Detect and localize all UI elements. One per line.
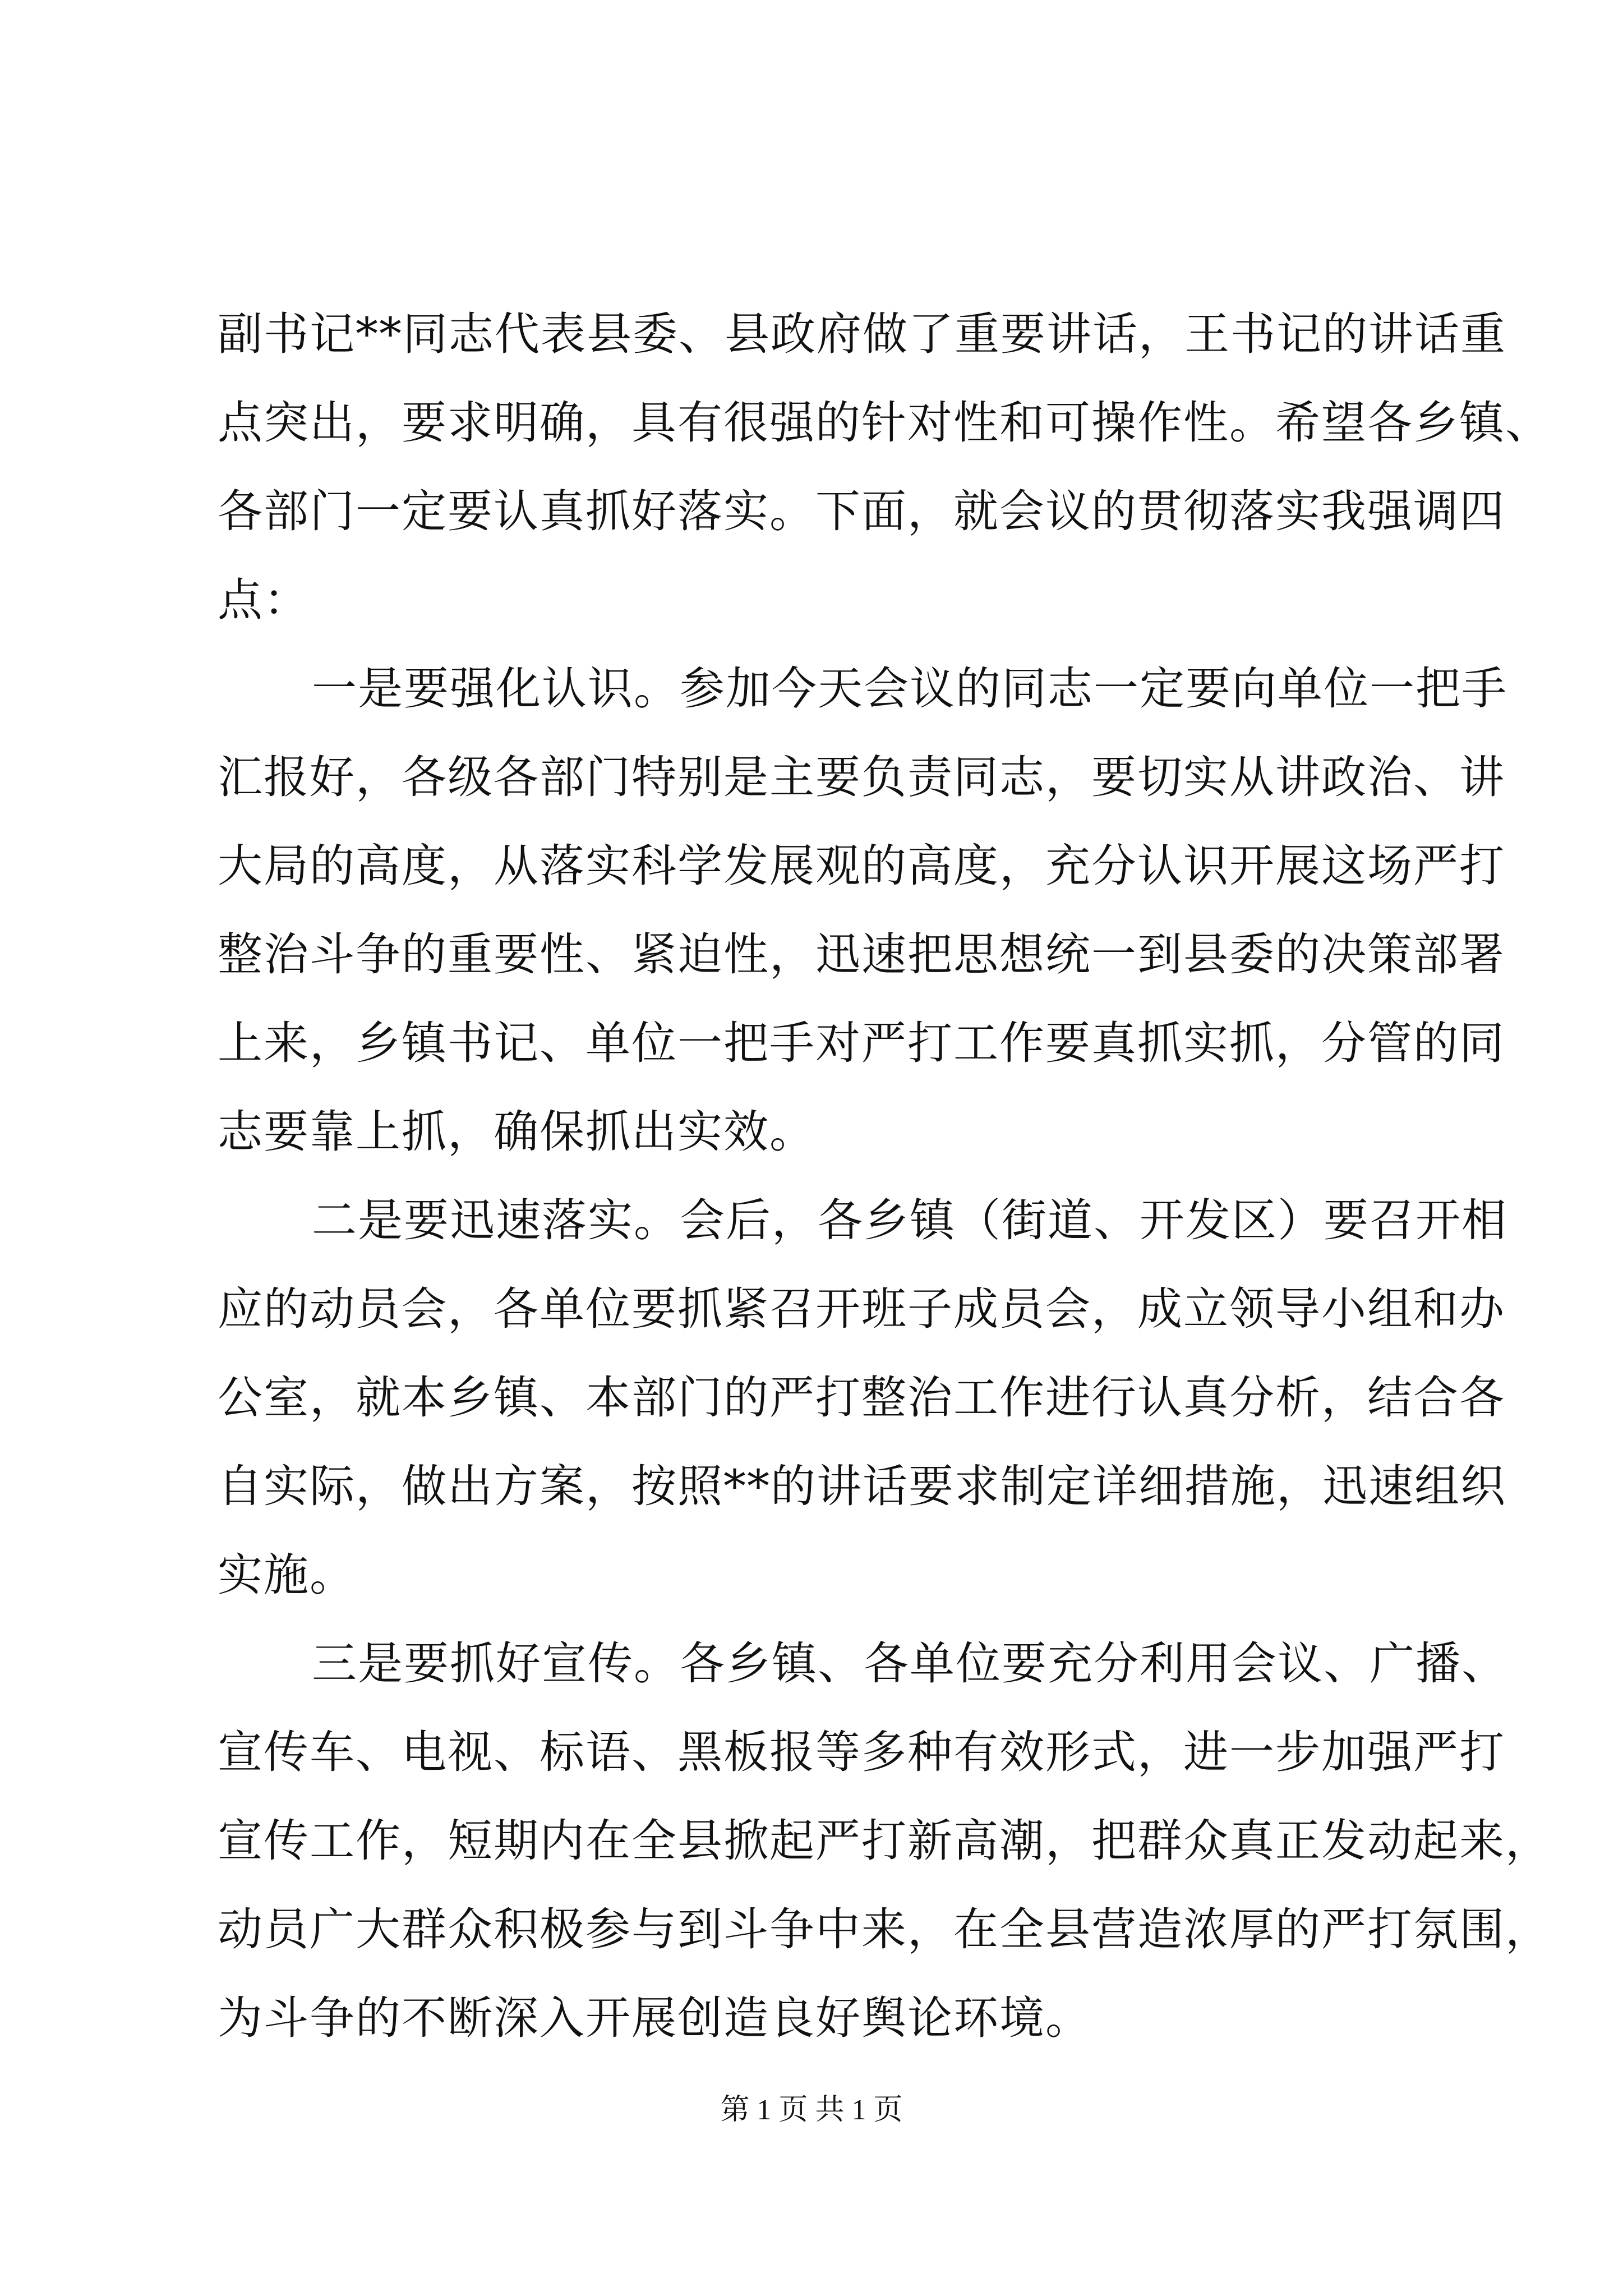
paragraph-line: 副书记**同志代表县委、县政府做了重要讲话，王书记的讲话重	[218, 308, 1506, 360]
paragraph-line: 大局的高度，从落实科学发展观的高度，充分认识开展这场严打	[218, 840, 1505, 892]
paragraph-line: 一是要强化认识。参加今天会议的同志一定要向单位一把手	[312, 662, 1507, 715]
paragraph-line: 实施。	[218, 1549, 356, 1601]
paragraph-line: 为斗争的不断深入开展创造良好舆论环境。	[218, 1992, 1091, 2044]
paragraph-line: 自实际，做出方案，按照**的讲话要求制定详细措施，迅速组织	[218, 1460, 1506, 1512]
page-footer: 第 1 页 共 1 页	[720, 2094, 903, 2126]
paragraph-line: 动员广大群众积极参与到斗争中来，在全县营造浓厚的严打氛围，	[218, 1903, 1551, 1955]
paragraph-line: 各部门一定要认真抓好落实。下面，就会议的贯彻落实我强调四	[218, 485, 1505, 537]
paragraph-line: 点：	[218, 574, 310, 626]
paragraph-line: 点突出，要求明确，具有很强的针对性和可操作性。希望各乡镇、	[218, 397, 1551, 449]
paragraph-line: 志要靠上抓，确保抓出实效。	[218, 1106, 815, 1158]
paragraph-line: 宣传工作，短期内在全县掀起严打新高潮，把群众真正发动起来，	[218, 1815, 1551, 1867]
paragraph-line: 应的动员会，各单位要抓紧召开班子成员会，成立领导小组和办	[218, 1283, 1505, 1335]
paragraph-line: 三是要抓好宣传。各乡镇、各单位要充分利用会议、广播、	[312, 1637, 1507, 1690]
paragraph-line: 公室，就本乡镇、本部门的严打整治工作进行认真分析，结合各	[218, 1372, 1505, 1424]
paragraph-line: 宣传车、电视、标语、黑板报等多种有效形式，进一步加强严打	[218, 1726, 1505, 1778]
paragraph-line: 整治斗争的重要性、紧迫性，迅速把思想统一到县委的决策部署	[218, 928, 1505, 981]
paragraph-line: 上来，乡镇书记、单位一把手对严打工作要真抓实抓，分管的同	[218, 1017, 1505, 1069]
paragraph-line: 二是要迅速落实。会后，各乡镇（街道、开发区）要召开相	[312, 1194, 1507, 1246]
paragraph-line: 汇报好，各级各部门特别是主要负责同志，要切实从讲政治、讲	[218, 751, 1505, 803]
